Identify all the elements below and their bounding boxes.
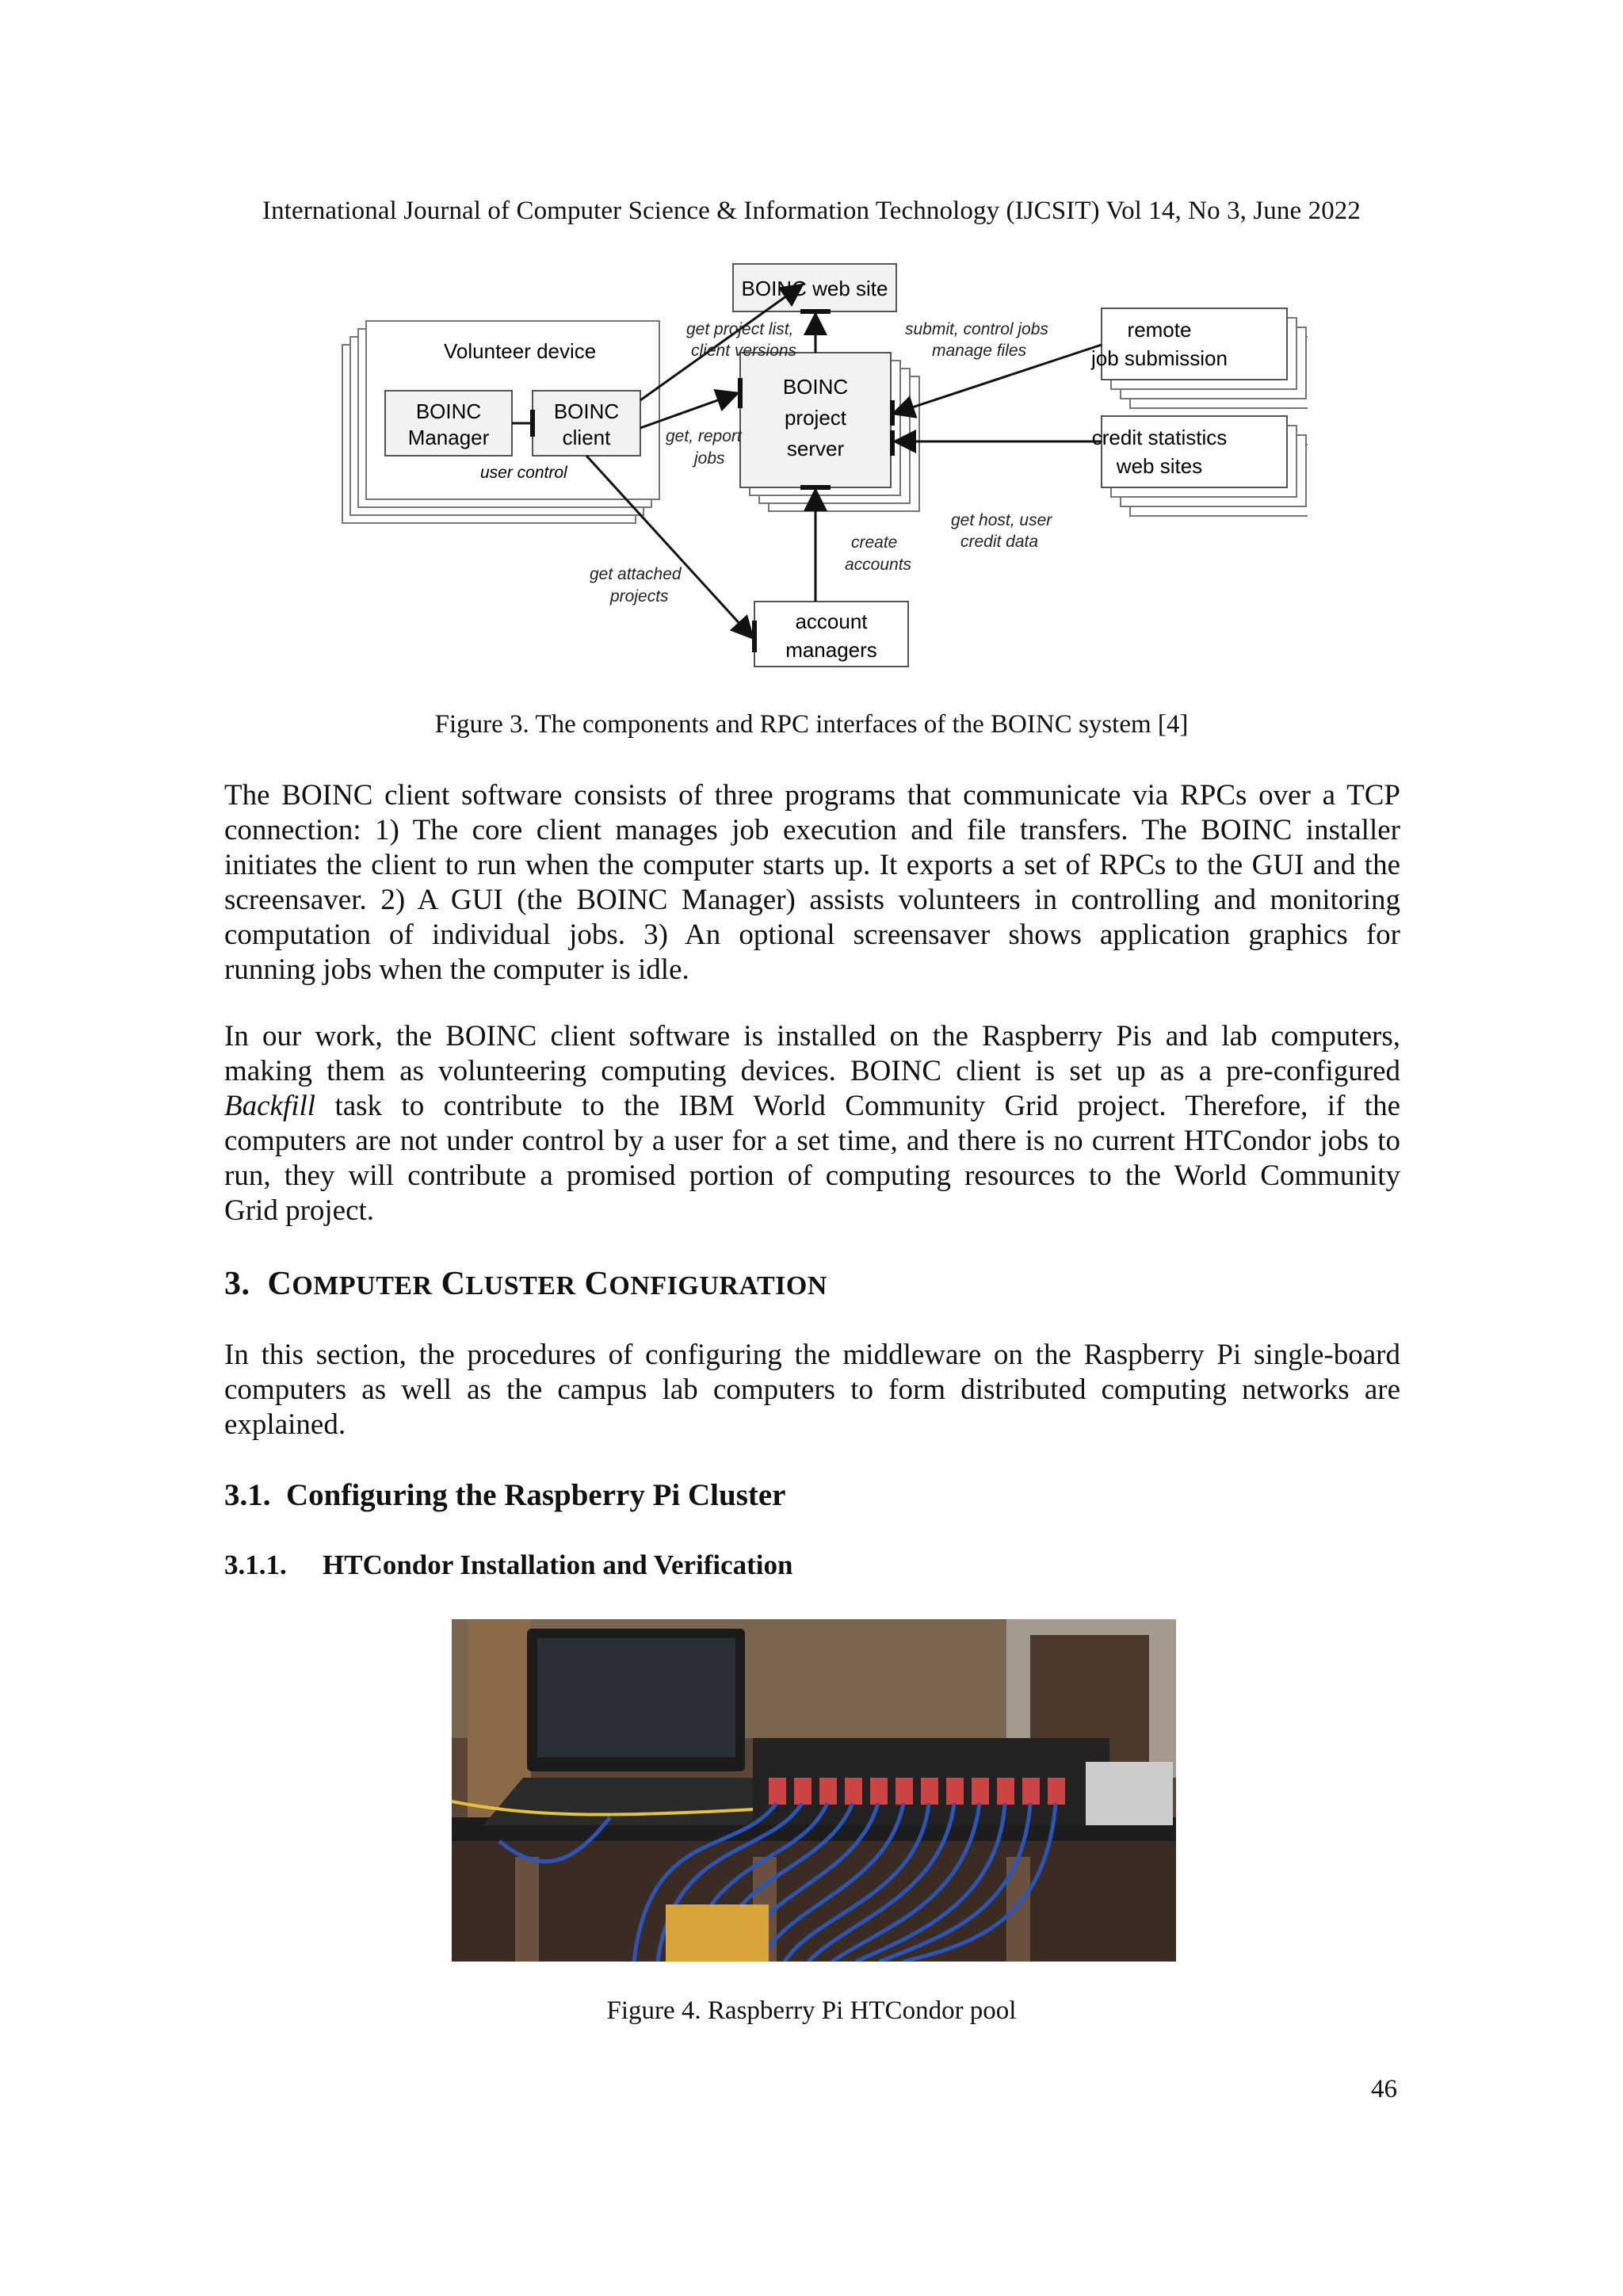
section-3-1-heading: 3.1. Configuring the Raspberry Pi Cluster <box>224 1478 786 1512</box>
boinc-architecture-diagram <box>333 258 1308 678</box>
paragraph-our-work: In our work, the BOINC client software is installed on the Raspberry Pis and lab computers, making them as volunteering computing devices. BOINC client is set up as a pre-configured Backfill task to contribute to the IBM World Community Grid project. Therefore, if the computers are not under control by a user for a set time, and there is no current HTCondor jobs to run, they will contribute a promised portion of computing resources to the World Community Grid project. <box>224 1020 1400 1227</box>
paragraph-section-intro: In this section, the procedures of configuring the middleware on the Raspberry Pi single-board computers as well as the campus lab computers to form distributed computing networks are explained. <box>224 1339 1400 1441</box>
svg-text:web sites: web sites <box>1116 454 1203 478</box>
svg-text:managers: managers <box>785 638 877 662</box>
raspberry-pi-cluster-photo <box>452 1619 1176 1962</box>
svg-text:credit statistics: credit statistics <box>1091 426 1228 449</box>
credit-statistics-box <box>1092 416 1308 516</box>
volunteer-device-box <box>342 321 659 523</box>
svg-text:BOINC: BOINC <box>415 399 482 423</box>
svg-text:manage files: manage files <box>932 342 1027 360</box>
svg-text:server: server <box>786 437 845 460</box>
svg-text:get, report: get, report <box>666 427 742 445</box>
svg-text:get attached: get attached <box>590 565 682 583</box>
svg-text:user control: user control <box>480 464 567 482</box>
paragraph-boinc-client: The BOINC client software consists of three programs that communicate via RPCs over a TCP connection: 1) The core client manages job execution and file transfers. The BOINC installer initiates the client to run when the computer starts up. It exports a set of RPCs to the GUI and the screensaver. 2) A GUI (the BOINC Manager) assists volunteers in controlling and monitoring computation of individual jobs. 3) An optional screensaver shows application graphics for running jobs when the computer is idle. <box>224 779 1400 986</box>
svg-text:submit, control jobs: submit, control jobs <box>905 320 1048 338</box>
svg-text:get project list,: get project list, <box>686 320 794 338</box>
web-site-label: BOINC web site <box>741 277 888 300</box>
svg-text:Manager: Manager <box>407 426 490 449</box>
svg-text:projects: projects <box>610 587 669 606</box>
svg-text:job submission: job submission <box>1091 346 1228 370</box>
volunteer-device-label: Volunteer device <box>444 339 597 363</box>
svg-text:BOINC: BOINC <box>782 375 849 399</box>
svg-text:create: create <box>851 533 898 552</box>
section-3-heading: 3. COMPUTER CLUSTER CONFIGURATION <box>224 1266 827 1302</box>
page-number: 46 <box>1371 2075 1397 2103</box>
figure4-caption: Figure 4. Raspberry Pi HTCondor pool <box>606 1996 1017 2025</box>
remote-job-submission-box <box>1090 308 1308 408</box>
account-managers-box <box>754 602 908 667</box>
svg-text:BOINC: BOINC <box>553 399 620 423</box>
svg-text:client: client <box>562 426 611 449</box>
svg-text:client versions: client versions <box>691 342 797 360</box>
svg-text:jobs: jobs <box>694 449 725 468</box>
journal-header: International Journal of Computer Science & Information Technology (IJCSIT) Vol 14, No 3, June 2022 <box>262 197 1361 225</box>
svg-text:remote: remote <box>1127 318 1192 342</box>
svg-text:accounts: accounts <box>845 556 912 574</box>
web-site-box <box>733 264 896 311</box>
svg-text:get host, user: get host, user <box>951 511 1052 529</box>
svg-text:project: project <box>784 406 847 430</box>
backfill-italic: Backfill <box>224 1090 316 1122</box>
section-3-1-1-heading: 3.1.1. HTCondor Installation and Verification <box>224 1549 793 1580</box>
svg-text:account: account <box>795 609 868 633</box>
figure3-caption: Figure 3. The components and RPC interfaces of the BOINC system [4] <box>434 710 1189 739</box>
svg-text:credit data: credit data <box>960 533 1039 551</box>
